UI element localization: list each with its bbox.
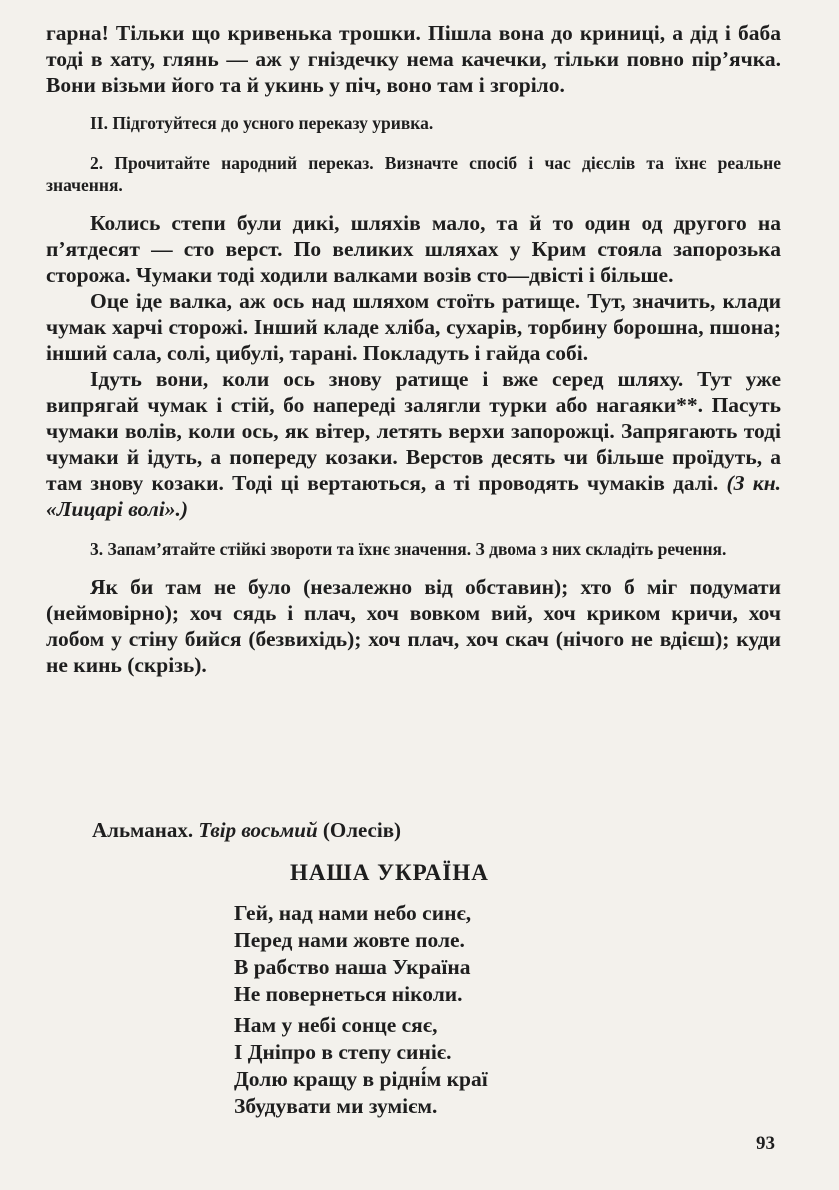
almanac-author: (Олесів)	[322, 818, 402, 842]
almanac-work: Твір восьмий	[198, 818, 318, 842]
exercise-2-paragraph-2: Оце іде валка, аж ось над шляхом стоїть ратище. Тут, значить, клади чумак харчі сторожі. Інший кладе хліба, сухарів, торбину борошна, пшона; інший сала, солі, цибулі, тарані. Покладуть і гайда собі.	[46, 289, 781, 365]
poem-stanza-2	[234, 1012, 488, 1120]
poem-line: Гей, над нами небо синє,	[234, 901, 472, 925]
almanac-label: Альманах.	[92, 818, 194, 842]
page-number: 93	[756, 1133, 775, 1154]
intro-paragraph: гарна! Тільки що кривенька трошки. Пішла вона до криниці, а дід і баба тоді в хату, глянь — аж у гніздечку нема качечки, тільки повно пір’ячка. Вони візьми його та й укинь у піч, воно там і згоріло.	[46, 21, 781, 97]
poem-line: Долю кращу в рідні́м краї	[234, 1067, 488, 1091]
task-2: ІІ. Підготуйтеся до усного переказу уривка.	[90, 113, 434, 133]
exercise-3-heading: 3. Запам’ятайте стійкі звороти та їхнє значення. З двома з них складіть речення.	[90, 539, 727, 559]
exercise-2-paragraph-3	[46, 366, 781, 522]
source-citation: (З кн. «Лицарі волі».)	[46, 471, 782, 521]
poem-line: І Дніпро в степу синіє.	[234, 1040, 452, 1064]
poem-stanza-1	[234, 900, 471, 1008]
poem-line: Не повернеться ніколи.	[234, 982, 463, 1006]
exercise-2-paragraph-1: Колись степи були дикі, шляхів мало, та й то один од другого на п’ятдесят — сто верст. По великих шляхах у Крим стояла запорозька сторожа. Чумаки тоді ходили валками возів сто—двісті і більше.	[46, 211, 781, 287]
exercise-3-body: Як би там не було (незалежно від обставин); хто б міг подумати (неймовірно); хоч сядь і плач, хоч вовком вий, хоч криком кричи, хоч лобом у стіну бийся (безвихідь); хоч плач, хоч скач (нічого не вдієш); куди не кинь (скрізь).	[46, 575, 781, 677]
exercise-2-heading: 2. Прочитайте народний переказ. Визначте спосіб і час дієслів та їхнє реальне значення.	[46, 153, 781, 195]
poem-line: Збудувати ми зумієм.	[234, 1094, 438, 1118]
poem-line: Нам у небі сонце сяє,	[234, 1013, 438, 1037]
almanac-line	[92, 818, 401, 843]
poem-line: В рабство наша Україна	[234, 955, 471, 979]
page-body	[46, 20, 781, 678]
poem-line: Перед нами жовте поле.	[234, 928, 465, 952]
exercise-2-paragraph-3-text: Ідуть вони, коли ось знову ратище і вже серед шляху. Тут уже випрягай чумак і стій, бо напереді залягли турки або нагаяки**. Пасуть чумаки волів, коли ось, як вітер, летять верхи запорожці. Запрягають тоді чумаки й ідуть, а попереду козаки. Верстов десять чи більше проїдуть, а там знову козаки. Тоді ці вертаються, а ті проводять чумаків далі.	[46, 367, 781, 495]
poem-title: НАША УКРАЇНА	[290, 860, 489, 885]
